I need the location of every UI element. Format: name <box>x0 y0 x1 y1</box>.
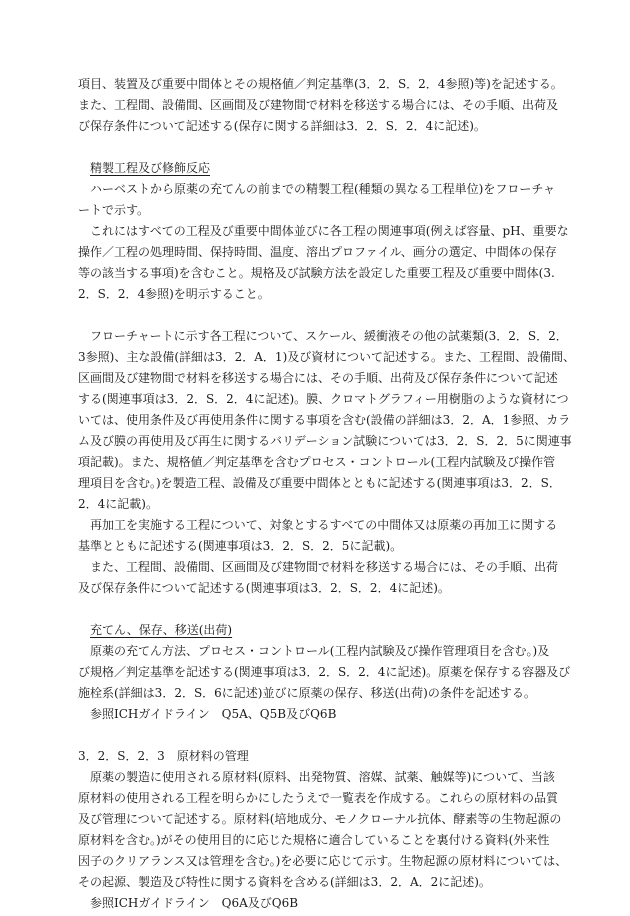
text-line: 及び保存条件について記述する(関連事項は3．2．S．2．4に記述)。 <box>78 581 450 595</box>
section-heading-filling: 充てん、保存、移送(出荷) <box>90 623 233 637</box>
text-line: 再加工を実施する工程について、対象とするすべての中間体又は原薬の再加工に関する <box>90 518 558 532</box>
spacer <box>78 137 558 158</box>
text-line: ートで示す。 <box>78 203 150 217</box>
document-page <box>78 74 576 914</box>
text-line: 基準とともに記述する(関連事項は3．2．S．2．5に記載)。 <box>78 539 403 553</box>
text-line: 原材料の使用される工程を明らかにしたうえで一覧表を作成する。これらの原材料の品質 <box>78 791 559 805</box>
spacer <box>78 305 558 326</box>
text-line: 区画間及び建物間で材料を移送する場合には、その手順、出荷及び保存条件について記述 <box>78 371 558 385</box>
reference-guideline: 参照ICHガイドライン Q6A及びQ6B <box>90 896 299 910</box>
text-line: 原薬の充てん方法、プロセス・コントロール(工程内試験及び操作管理項目を含む。)及 <box>90 644 550 658</box>
text-line: 因子のクリアランス又は管理を含む。)を必要に応じて示す。生物起源の原材料については、 <box>78 854 568 868</box>
spacer <box>78 599 558 620</box>
text-line: 3参照)、主な設備(詳細は3．2．A．1)及び資材について記述する。また、工程間、設備間、 <box>78 350 576 364</box>
text-line: ム及び膜の再使用及び再生に関するバリデーション試験については3．2．S．2．5に関連事 <box>78 434 572 448</box>
text-line: 項記載)。また、規格値／判定基準を含むプロセス・コントロール(工程内試験及び操作管 <box>78 455 556 469</box>
text-line: 理項目を含む。)を製造工程、設備及び重要中間体とともに記述する(関連事項は3．2．S． <box>78 476 561 490</box>
text-line: 2．4に記載)。 <box>78 497 158 511</box>
text-line: 施栓系(詳細は3．2．S．6に記述)並びに原薬の保存、移送(出荷)の条件を記述する。 <box>78 686 536 700</box>
section-title-raw-materials: 3．2．S．2．3 原材料の管理 <box>78 749 249 763</box>
text-line: 及び管理について記述する。原材料(培地成分、モノクローナル抗体、酵素等の生物起源の <box>78 812 562 826</box>
text-line: 項目、装置及び重要中間体とその規格値／判定基準(3．2．S．2．4参照)等)を記述する。 <box>78 77 563 91</box>
text-line: び規格／判定基準を記述する(関連事項は3．2．S．2．4に記述)。原薬を保存する容器及び <box>78 665 571 679</box>
text-line: び保存条件について記述する(保存に関する詳細は3．2．S．2．4に記述)。 <box>78 119 486 133</box>
text-line: いては、使用条件及び再使用条件に関する事項を含む(設備の詳細は3．2．A．1参照、カラ <box>78 413 571 427</box>
reference-guideline: 参照ICHガイドライン Q5A、Q5B及びQ6B <box>90 707 337 721</box>
text-line: ハーベストから原薬の充てんの前までの精製工程(種類の異なる工程単位)をフローチャ <box>90 182 556 196</box>
text-line: 2．S．2．4参照)を明示すること。 <box>78 287 270 301</box>
spacer <box>78 725 558 746</box>
text-line: 等の該当する事項)を含むこと。規格及び試験方法を設定した重要工程及び重要中間体(3. <box>78 266 555 280</box>
section-heading-purification: 精製工程及び修飾反応 <box>90 161 211 175</box>
text-line: 原薬の製造に使用される原材料(原料、出発物質、溶媒、試薬、触媒等)について、当該 <box>90 770 555 784</box>
text-line: また、工程間、設備間、区画間及び建物間で材料を移送する場合には、その手順、出荷 <box>90 560 559 574</box>
text-line: フローチャートに示す各工程について、スケール、緩衝液その他の試薬類(3．2．S．2． <box>90 329 568 343</box>
text-line: 操作／工程の処理時間、保持時間、温度、溶出プロファイル、画分の選定、中間体の保存 <box>78 245 557 259</box>
text-line: その起源、製造及び特性に関する資料を含める(詳細は3．2．A．2に記述)。 <box>78 875 491 889</box>
text-line: 原材料を含む。)がその使用目的に応じた規格に適合していることを裏付ける資料(外来性 <box>78 833 550 847</box>
text-line: また、工程間、設備間、区画間及び建物間で材料を移送する場合には、その手順、出荷及 <box>78 98 559 112</box>
text-line: これにはすべての工程及び重要中間体並びに各工程の関連事項(例えば容量、pH、重要な <box>90 224 569 238</box>
text-line: する(関連事項は3．2．S．2．4に記述)。膜、クロマトグラフィー用樹脂のような資材につ <box>78 392 569 406</box>
